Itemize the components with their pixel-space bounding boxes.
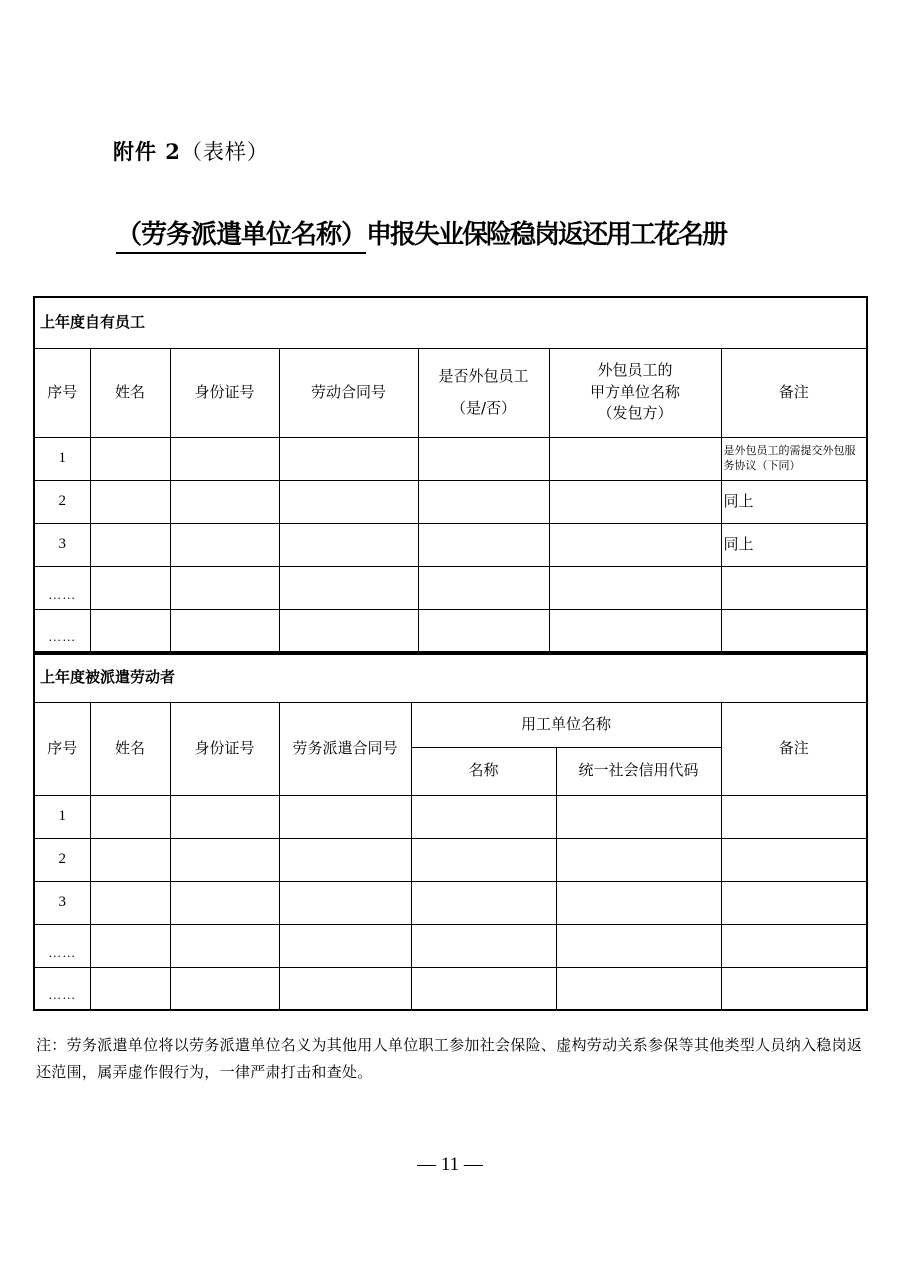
attachment-note: （表样） [180, 140, 269, 164]
table-row [34, 795, 867, 838]
header-party-a-line3: （发包方） [597, 404, 673, 423]
header-is-outsourced-line2: （是/否） [450, 398, 517, 417]
cell-party-a[interactable] [549, 566, 721, 609]
dispatched-workers-table [33, 653, 868, 1011]
cell-outsourced[interactable] [418, 566, 549, 609]
cell-remark[interactable] [721, 609, 867, 652]
header-labor-contract: 劳动合同号 [279, 348, 418, 437]
table-row [34, 967, 867, 1010]
row-seq: …… [34, 924, 90, 967]
header-name: 姓名 [90, 702, 170, 795]
cell-remark[interactable] [721, 924, 867, 967]
header-remark: 备注 [721, 702, 867, 795]
header-name: 姓名 [90, 348, 170, 437]
row-seq: 2 [34, 480, 90, 523]
cell-employer-name[interactable] [411, 967, 556, 1010]
cell-employer-name[interactable] [411, 881, 556, 924]
cell-id-number[interactable] [170, 566, 279, 609]
row-seq: 1 [34, 437, 90, 480]
cell-remark[interactable] [721, 881, 867, 924]
header-dispatch-contract: 劳务派遣合同号 [279, 702, 411, 795]
header-remark: 备注 [721, 348, 867, 437]
cell-outsourced[interactable] [418, 609, 549, 652]
table-row [34, 566, 867, 609]
cell-contract[interactable] [279, 838, 411, 881]
cell-contract[interactable] [279, 523, 418, 566]
cell-outsourced[interactable] [418, 437, 549, 480]
cell-outsourced[interactable] [418, 523, 549, 566]
cell-name[interactable] [90, 967, 170, 1010]
row-seq: 3 [34, 523, 90, 566]
cell-credit-code[interactable] [556, 967, 721, 1010]
row-seq: 2 [34, 838, 90, 881]
attachment-label: 附件 2 [113, 139, 181, 164]
header-seq: 序号 [34, 348, 90, 437]
row-seq: …… [34, 967, 90, 1010]
cell-id-number[interactable] [170, 795, 279, 838]
cell-name[interactable] [90, 795, 170, 838]
cell-name[interactable] [90, 609, 170, 652]
table-row [34, 838, 867, 881]
cell-remark[interactable] [721, 795, 867, 838]
header-party-a-line1: 外包员工的 [597, 360, 673, 379]
cell-id-number[interactable] [170, 881, 279, 924]
header-id-number: 身份证号 [170, 702, 279, 795]
table-row [34, 480, 867, 523]
title-main: 申报失业保险稳岗返还用工花名册 [366, 220, 727, 250]
footnote: 注：劳务派遣单位将以劳务派遣单位名义为其他用人单位职工参加社会保险、虚构劳动关系参保等其他类型人员纳入稳岗返还范围，属弄虚作假行为，一律严肃打击和查处。 [36, 1036, 863, 1081]
header-credit-code: 统一社会信用代码 [556, 747, 721, 795]
row-seq: …… [34, 609, 90, 652]
title-unit-placeholder: （劳务派遣单位名称） [116, 220, 366, 254]
cell-contract[interactable] [279, 437, 418, 480]
section-title-own-employees: 上年度自有员工 [34, 297, 867, 348]
cell-name[interactable] [90, 838, 170, 881]
table-row [34, 523, 867, 566]
header-employer-unit: 用工单位名称 [411, 702, 721, 747]
cell-party-a[interactable] [549, 480, 721, 523]
cell-contract[interactable] [279, 967, 411, 1010]
header-party-a-line2: 甲方单位名称 [589, 382, 680, 401]
cell-contract[interactable] [279, 609, 418, 652]
row-seq: 3 [34, 881, 90, 924]
cell-remark[interactable] [721, 566, 867, 609]
page-number: — 11 — [417, 1154, 483, 1175]
cell-name[interactable] [90, 566, 170, 609]
cell-id-number[interactable] [170, 480, 279, 523]
table-row [34, 437, 867, 480]
document-title [116, 214, 816, 251]
cell-employer-name[interactable] [411, 838, 556, 881]
cell-name[interactable] [90, 881, 170, 924]
cell-id-number[interactable] [170, 437, 279, 480]
cell-credit-code[interactable] [556, 881, 721, 924]
table-row [34, 924, 867, 967]
table-row [34, 609, 867, 652]
cell-id-number[interactable] [170, 924, 279, 967]
cell-employer-name[interactable] [411, 924, 556, 967]
cell-name[interactable] [90, 924, 170, 967]
cell-remark[interactable]: 同上 [721, 523, 867, 566]
cell-contract[interactable] [279, 795, 411, 838]
cell-id-number[interactable] [170, 609, 279, 652]
header-is-outsourced [418, 348, 549, 437]
header-is-outsourced-line1: 是否外包员工 [438, 366, 529, 385]
own-employees-table [33, 296, 868, 653]
section-title-dispatched-workers: 上年度被派遣劳动者 [34, 654, 867, 702]
cell-contract[interactable] [279, 480, 418, 523]
cell-id-number[interactable] [170, 967, 279, 1010]
cell-outsourced[interactable] [418, 480, 549, 523]
cell-credit-code[interactable] [556, 795, 721, 838]
header-seq: 序号 [34, 702, 90, 795]
cell-remark[interactable] [721, 838, 867, 881]
cell-name[interactable] [90, 437, 170, 480]
cell-credit-code[interactable] [556, 838, 721, 881]
row-seq: …… [34, 566, 90, 609]
attachment-heading [113, 136, 269, 166]
cell-name[interactable] [90, 523, 170, 566]
cell-name[interactable] [90, 480, 170, 523]
header-employer-name: 名称 [411, 747, 556, 795]
cell-contract[interactable] [279, 881, 411, 924]
cell-party-a[interactable] [549, 437, 721, 480]
cell-party-a[interactable] [549, 523, 721, 566]
cell-id-number[interactable] [170, 838, 279, 881]
cell-remark[interactable]: 同上 [721, 480, 867, 523]
cell-contract[interactable] [279, 566, 418, 609]
table-row [34, 881, 867, 924]
header-party-a [549, 348, 721, 437]
cell-party-a[interactable] [549, 609, 721, 652]
cell-contract[interactable] [279, 924, 411, 967]
cell-id-number[interactable] [170, 523, 279, 566]
cell-remark[interactable] [721, 967, 867, 1010]
header-id-number: 身份证号 [170, 348, 279, 437]
row-seq: 1 [34, 795, 90, 838]
cell-credit-code[interactable] [556, 924, 721, 967]
cell-employer-name[interactable] [411, 795, 556, 838]
cell-remark[interactable]: 是外包员工的需提交外包服务协议（下同） [721, 437, 867, 480]
